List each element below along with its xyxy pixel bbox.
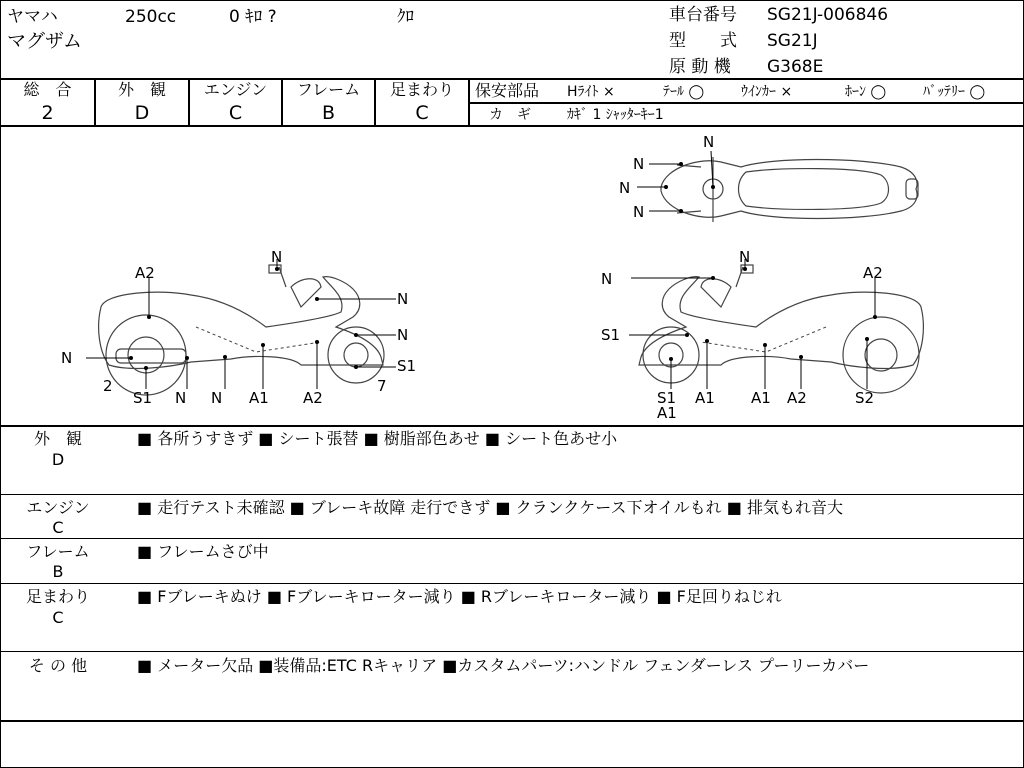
grade-value: D bbox=[134, 102, 150, 124]
mark-label: S1 bbox=[601, 326, 621, 344]
grade-label: 総 合 bbox=[23, 80, 72, 99]
grade-value: 2 bbox=[41, 102, 54, 124]
mark-label: N bbox=[739, 248, 751, 266]
mark-label: N bbox=[175, 389, 187, 407]
type-value: SG21J bbox=[767, 31, 818, 51]
divider bbox=[468, 79, 470, 126]
mark-label: N bbox=[211, 389, 223, 407]
condition-title-frame: フレーム bbox=[26, 542, 90, 561]
mark-label: A2 bbox=[787, 389, 807, 407]
type-label: 型 式 bbox=[669, 31, 737, 51]
color: ｸﾛ bbox=[397, 7, 414, 27]
mark-label: N bbox=[601, 270, 613, 288]
mark-label: N bbox=[633, 203, 645, 221]
mark-label: A1 bbox=[695, 389, 715, 407]
grade-frame bbox=[283, 80, 374, 124]
grade-value: B bbox=[321, 102, 336, 124]
divider bbox=[1, 425, 1023, 427]
condition-text-suspension: ■ Fブレーキぬけ ■ Fブレーキローター減り ■ Rブレーキローター減り ■ F足回りねじれ bbox=[137, 587, 782, 606]
grade-overall bbox=[1, 80, 94, 124]
condition-grade-frame: B bbox=[52, 562, 64, 581]
grade-label: 足まわり bbox=[389, 80, 454, 99]
battery-status: ﾊﾞｯﾃﾘｰ ◯ bbox=[923, 84, 986, 100]
engine-model-value: G368E bbox=[767, 57, 824, 77]
mark-label: A1 bbox=[657, 404, 677, 422]
scooter-top-view bbox=[619, 133, 918, 222]
divider bbox=[1, 720, 1023, 722]
scooter-left-view bbox=[61, 248, 416, 407]
condition-grade-engine: C bbox=[52, 518, 64, 537]
key-label: カ ギ bbox=[489, 107, 531, 123]
horn-status: ﾎｰﾝ ◯ bbox=[845, 84, 887, 100]
mark-label: S2 bbox=[855, 389, 875, 407]
engine-model-label: 原 動 機 bbox=[669, 57, 731, 77]
mark-label: A1 bbox=[751, 389, 771, 407]
frame-number-value: SG21J-006846 bbox=[767, 5, 889, 25]
mark-label: N bbox=[703, 133, 715, 151]
winker-status: ｳｲﾝｶｰ × bbox=[741, 84, 793, 100]
mark-label: A1 bbox=[249, 389, 269, 407]
mark-label: N bbox=[619, 179, 631, 197]
scooter-right-view bbox=[601, 248, 923, 422]
condition-grade-exterior: D bbox=[51, 450, 65, 469]
grade-label: エンジン bbox=[203, 80, 268, 99]
mark-label: S1 bbox=[133, 389, 153, 407]
displacement: 250cc bbox=[125, 7, 177, 27]
divider bbox=[469, 102, 1023, 104]
grade-label: フレーム bbox=[296, 80, 361, 99]
mark-label: A2 bbox=[303, 389, 323, 407]
model-name: マグザム bbox=[7, 30, 83, 52]
condition-text-exterior: ■ 各所うすきず ■ シート張替 ■ 樹脂部色あせ ■ シート色あせ小 bbox=[137, 429, 618, 448]
condition-title-other: そ の 他 bbox=[28, 656, 88, 675]
grade-suspension bbox=[376, 80, 468, 124]
divider bbox=[1, 538, 1023, 539]
frame-number-label: 車台番号 bbox=[669, 5, 737, 25]
mark-label: A2 bbox=[863, 264, 883, 282]
condition-grade-suspension: C bbox=[52, 608, 64, 627]
condition-text-frame: ■ フレームさび中 bbox=[137, 542, 269, 561]
mark-label: A2 bbox=[135, 264, 155, 282]
taillight-status: ﾃｰﾙ ◯ bbox=[663, 84, 705, 100]
condition-text-other: ■ メーター欠品 ■装備品:ETC Rキャリア ■カスタムパーツ:ハンドル フェンダーレス プーリーカバー bbox=[137, 656, 870, 675]
mark-label: S1 bbox=[657, 389, 677, 407]
mark-label: 2 bbox=[103, 377, 113, 395]
damage-diagram bbox=[1, 127, 1023, 425]
mark-label: N bbox=[61, 349, 73, 367]
mileage: 0 ｷﾛ ? bbox=[229, 7, 277, 27]
mark-label: N bbox=[397, 326, 409, 344]
mark-label: N bbox=[397, 290, 409, 308]
grade-value: C bbox=[415, 102, 429, 124]
mark-label: S1 bbox=[397, 357, 417, 375]
grade-value: C bbox=[228, 102, 243, 124]
grade-engine bbox=[190, 80, 281, 124]
headlight-status: Hﾗｲﾄ × bbox=[567, 84, 615, 100]
mark-label: N bbox=[271, 248, 283, 266]
divider bbox=[1, 651, 1023, 652]
divider bbox=[1, 494, 1023, 495]
condition-title-engine: エンジン bbox=[26, 498, 90, 517]
mark-label: 7 bbox=[377, 377, 387, 395]
grade-exterior bbox=[96, 80, 188, 124]
grade-label: 外 観 bbox=[117, 80, 166, 99]
safety-parts-label: 保安部品 bbox=[475, 81, 540, 100]
condition-title-exterior: 外 観 bbox=[33, 429, 82, 448]
key-value: ｶｷﾞ 1 ｼｬｯﾀｰｷｰ1 bbox=[567, 107, 664, 123]
condition-title-suspension: 足まわり bbox=[25, 587, 90, 606]
mark-label: N bbox=[633, 155, 645, 173]
condition-text-engine: ■ 走行テスト未確認 ■ ブレーキ故障 走行できず ■ クランクケース下オイルもれ ■ 排気もれ音大 bbox=[137, 498, 843, 517]
maker-name: ヤマハ bbox=[7, 7, 58, 27]
divider bbox=[1, 583, 1023, 584]
